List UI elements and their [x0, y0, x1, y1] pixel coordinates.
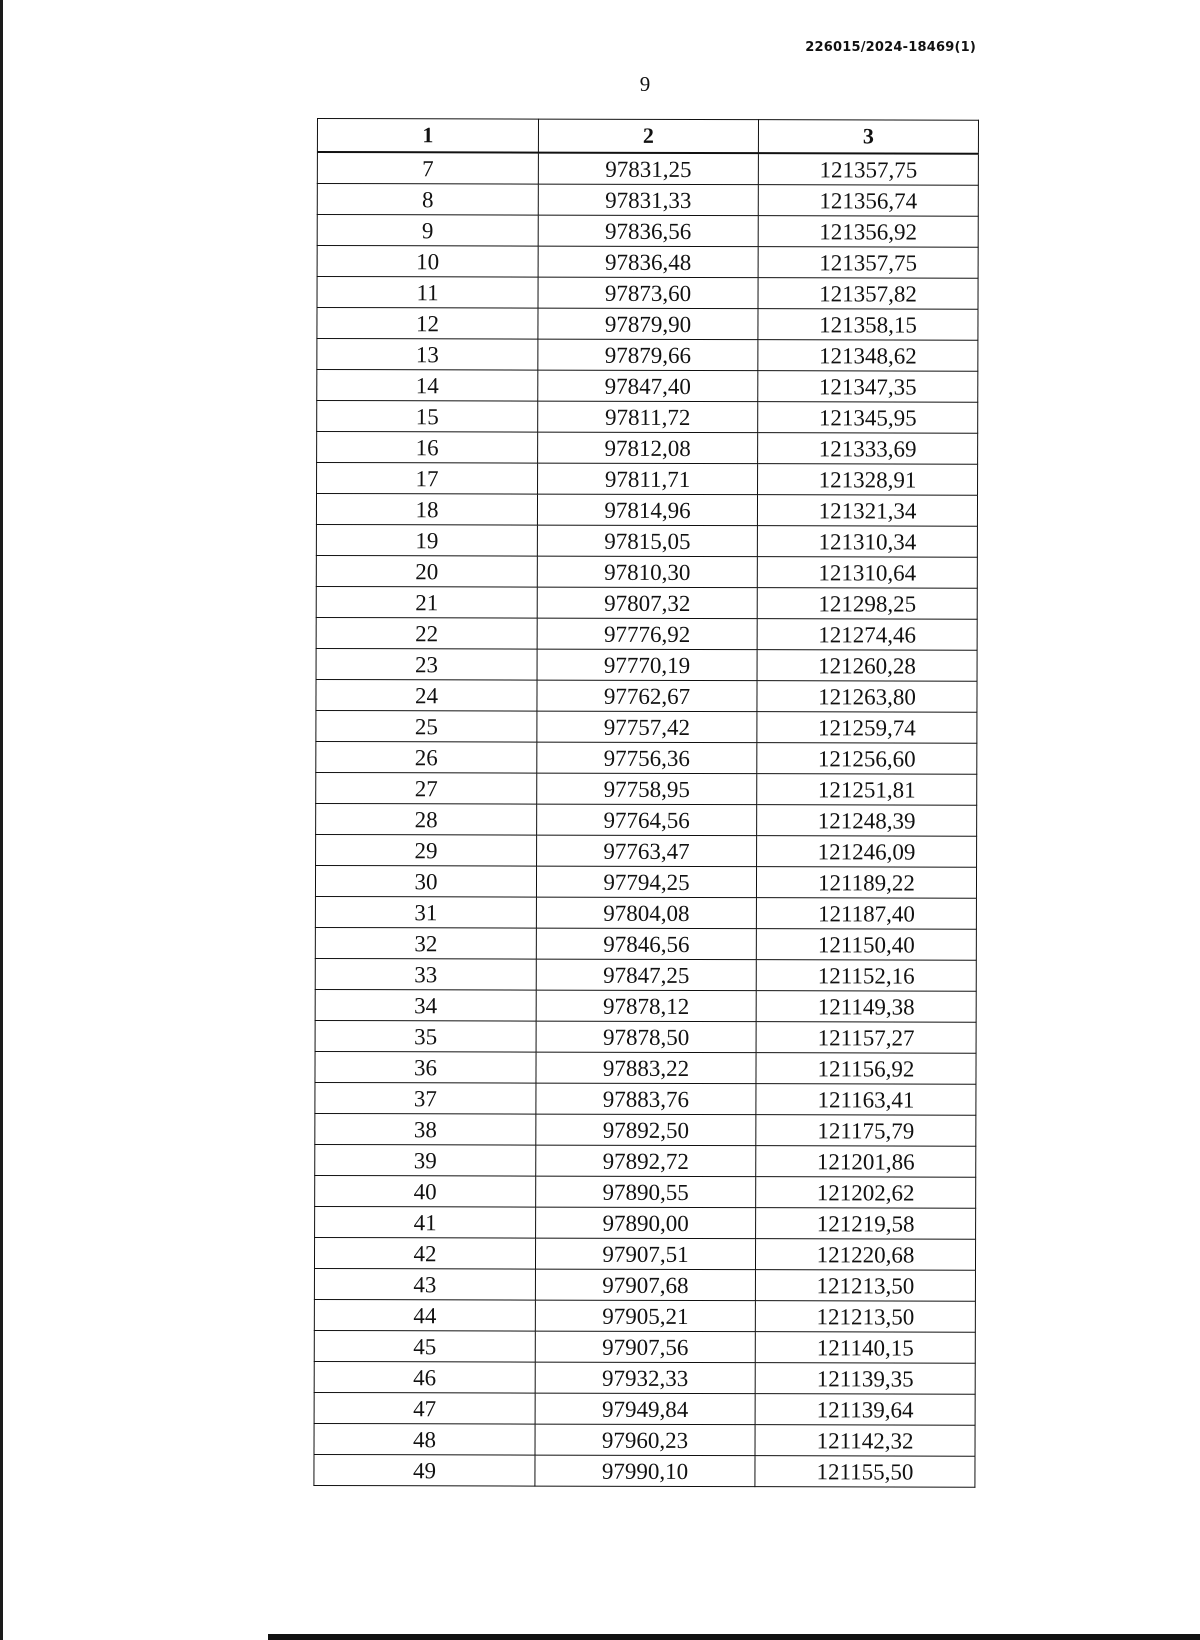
y-coordinate-cell: 121310,34: [757, 526, 977, 558]
x-coordinate-cell: 97814,96: [537, 494, 757, 526]
column-header-1: 1: [317, 119, 538, 153]
point-number-cell: 31: [315, 896, 536, 928]
x-coordinate-cell: 97756,36: [537, 742, 757, 774]
x-coordinate-cell: 97878,50: [536, 1021, 756, 1053]
point-number-cell: 16: [317, 432, 538, 464]
x-coordinate-cell: 97892,72: [536, 1145, 756, 1177]
y-coordinate-cell: 121348,62: [758, 340, 978, 372]
point-number-cell: 37: [315, 1082, 536, 1114]
point-number-cell: 41: [315, 1206, 536, 1238]
table-row: [315, 1113, 976, 1146]
y-coordinate-cell: 121157,27: [756, 1022, 976, 1054]
point-number-cell: 39: [315, 1144, 536, 1176]
y-coordinate-cell: 121142,32: [755, 1425, 975, 1457]
table-row: [316, 834, 977, 867]
x-coordinate-cell: 97815,05: [537, 525, 757, 557]
x-coordinate-cell: 97990,10: [535, 1455, 755, 1487]
point-number-cell: 15: [317, 401, 538, 433]
y-coordinate-cell: 121321,34: [757, 495, 977, 527]
y-coordinate-cell: 121333,69: [758, 433, 978, 465]
y-coordinate-cell: 121149,38: [756, 991, 976, 1023]
point-number-cell: 17: [317, 463, 538, 495]
x-coordinate-cell: 97811,72: [538, 401, 758, 433]
x-coordinate-cell: 97836,56: [538, 215, 758, 247]
table-row: [317, 339, 978, 372]
table-row: [317, 401, 978, 434]
point-number-cell: 22: [316, 617, 537, 649]
table-row: [316, 524, 977, 557]
y-coordinate-cell: 121213,50: [755, 1301, 975, 1333]
x-coordinate-cell: 97807,32: [537, 587, 757, 619]
table-row: [315, 865, 976, 898]
y-coordinate-cell: 121213,50: [755, 1270, 975, 1302]
table-row: [314, 1268, 975, 1301]
table-row: [316, 494, 977, 527]
point-number-cell: 9: [317, 215, 538, 247]
point-number-cell: 7: [317, 152, 538, 184]
table-row: [316, 803, 977, 836]
table-row: [314, 1454, 975, 1487]
point-number-cell: 11: [317, 277, 538, 309]
y-coordinate-cell: 121356,92: [758, 216, 978, 248]
table-header-row: [317, 119, 978, 154]
point-number-cell: 13: [317, 339, 538, 371]
point-number-cell: 27: [316, 772, 537, 804]
x-coordinate-cell: 97764,56: [537, 804, 757, 836]
x-coordinate-cell: 97960,23: [535, 1424, 755, 1456]
x-coordinate-cell: 97883,22: [536, 1052, 756, 1084]
y-coordinate-cell: 121139,64: [755, 1394, 975, 1426]
x-coordinate-cell: 97892,50: [536, 1114, 756, 1146]
y-coordinate-cell: 121298,25: [757, 588, 977, 620]
y-coordinate-cell: 121356,74: [758, 185, 978, 217]
table-row: [316, 679, 977, 712]
table-row: [317, 370, 978, 403]
table-body: [314, 152, 978, 1487]
table-row: [315, 989, 976, 1022]
y-coordinate-cell: 121328,91: [758, 464, 978, 496]
y-coordinate-cell: 121357,75: [758, 247, 978, 279]
x-coordinate-cell: 97879,66: [538, 339, 758, 371]
table-header: [317, 119, 978, 154]
y-coordinate-cell: 121163,41: [756, 1084, 976, 1116]
x-coordinate-cell: 97770,19: [537, 649, 757, 681]
point-number-cell: 35: [315, 1020, 536, 1052]
table-row: [314, 1299, 975, 1332]
table-row: [316, 586, 977, 619]
point-number-cell: 10: [317, 246, 538, 278]
y-coordinate-cell: 121140,15: [755, 1332, 975, 1364]
point-number-cell: 42: [314, 1237, 535, 1269]
table-row: [317, 308, 978, 341]
table-row: [314, 1423, 975, 1456]
point-number-cell: 21: [316, 586, 537, 618]
point-number-cell: 48: [314, 1423, 535, 1455]
point-number-cell: 25: [316, 710, 537, 742]
y-coordinate-cell: 121201,86: [756, 1146, 976, 1178]
x-coordinate-cell: 97831,33: [538, 184, 758, 216]
point-number-cell: 23: [316, 648, 537, 680]
x-coordinate-cell: 97763,47: [537, 835, 757, 867]
y-coordinate-cell: 121357,82: [758, 278, 978, 310]
page-number: 9: [639, 72, 651, 96]
x-coordinate-cell: 97879,90: [538, 308, 758, 340]
point-number-cell: 20: [316, 555, 537, 587]
table-row: [317, 184, 978, 217]
point-number-cell: 14: [317, 370, 538, 402]
point-number-cell: 40: [315, 1175, 536, 1207]
table-row: [315, 1020, 976, 1053]
point-number-cell: 49: [314, 1454, 535, 1486]
point-number-cell: 33: [315, 958, 536, 990]
y-coordinate-cell: 121150,40: [756, 929, 976, 961]
point-number-cell: 24: [316, 679, 537, 711]
point-number-cell: 29: [316, 834, 537, 866]
x-coordinate-cell: 97907,51: [535, 1238, 755, 1270]
table-row: [315, 1175, 976, 1208]
y-coordinate-cell: 121248,39: [757, 805, 977, 837]
y-coordinate-cell: 121274,46: [757, 619, 977, 651]
point-number-cell: 38: [315, 1113, 536, 1145]
column-header-2: 2: [538, 119, 758, 153]
x-coordinate-cell: 97762,67: [537, 680, 757, 712]
table-row: [314, 1330, 975, 1363]
table-row: [314, 1237, 975, 1270]
x-coordinate-cell: 97890,00: [536, 1207, 756, 1239]
point-number-cell: 32: [315, 927, 536, 959]
point-number-cell: 18: [316, 494, 537, 526]
x-coordinate-cell: 97907,56: [535, 1331, 755, 1363]
x-coordinate-cell: 97846,56: [536, 928, 756, 960]
table-row: [317, 152, 978, 185]
scan-left-edge: [0, 0, 3, 1640]
point-number-cell: 28: [316, 803, 537, 835]
y-coordinate-cell: 121189,22: [756, 867, 976, 899]
table-row: [317, 463, 978, 496]
table-row: [316, 772, 977, 805]
point-number-cell: 43: [314, 1268, 535, 1300]
document-reference-number: 226015/2024-18469(1): [805, 40, 976, 55]
y-coordinate-cell: 121139,35: [755, 1363, 975, 1395]
table-row: [315, 927, 976, 960]
scan-bottom-edge: [268, 1634, 1200, 1640]
y-coordinate-cell: 121187,40: [756, 898, 976, 930]
y-coordinate-cell: 121156,92: [756, 1053, 976, 1085]
point-number-cell: 19: [316, 524, 537, 556]
table-row: [317, 277, 978, 310]
column-header-3: 3: [758, 120, 978, 154]
point-number-cell: 47: [314, 1392, 535, 1424]
x-coordinate-cell: 97873,60: [538, 277, 758, 309]
x-coordinate-cell: 97932,33: [535, 1362, 755, 1394]
point-number-cell: 46: [314, 1361, 535, 1393]
x-coordinate-cell: 97847,40: [538, 370, 758, 402]
x-coordinate-cell: 97907,68: [535, 1269, 755, 1301]
x-coordinate-cell: 97890,55: [536, 1176, 756, 1208]
y-coordinate-cell: 121251,81: [757, 774, 977, 806]
y-coordinate-cell: 121310,64: [757, 557, 977, 589]
table-row: [314, 1392, 975, 1425]
y-coordinate-cell: 121220,68: [755, 1239, 975, 1271]
point-number-cell: 45: [314, 1330, 535, 1362]
y-coordinate-cell: 121155,50: [755, 1456, 975, 1488]
x-coordinate-cell: 97811,71: [538, 463, 758, 495]
x-coordinate-cell: 97776,92: [537, 618, 757, 650]
table-row: [315, 1082, 976, 1115]
x-coordinate-cell: 97905,21: [535, 1300, 755, 1332]
x-coordinate-cell: 97883,76: [536, 1083, 756, 1115]
point-number-cell: 30: [315, 865, 536, 897]
table-row: [316, 648, 977, 681]
point-number-cell: 36: [315, 1051, 536, 1083]
table-row: [315, 1051, 976, 1084]
table-row: [315, 958, 976, 991]
x-coordinate-cell: 97812,08: [538, 432, 758, 464]
x-coordinate-cell: 97757,42: [537, 711, 757, 743]
point-number-cell: 44: [314, 1299, 535, 1331]
y-coordinate-cell: 121358,15: [758, 309, 978, 341]
table-row: [316, 741, 977, 774]
table-row: [316, 617, 977, 650]
y-coordinate-cell: 121152,16: [756, 960, 976, 992]
point-number-cell: 34: [315, 989, 536, 1021]
y-coordinate-cell: 121357,75: [758, 153, 978, 185]
table-row: [315, 896, 976, 929]
y-coordinate-cell: 121259,74: [757, 712, 977, 744]
y-coordinate-cell: 121202,62: [756, 1177, 976, 1209]
table-row: [317, 432, 978, 465]
table-row: [315, 1144, 976, 1177]
x-coordinate-cell: 97758,95: [537, 773, 757, 805]
y-coordinate-cell: 121263,80: [757, 681, 977, 713]
y-coordinate-cell: 121175,79: [756, 1115, 976, 1147]
x-coordinate-cell: 97949,84: [535, 1393, 755, 1425]
table-row: [316, 555, 977, 588]
table-row: [314, 1361, 975, 1394]
x-coordinate-cell: 97878,12: [536, 990, 756, 1022]
coordinates-table: [313, 118, 979, 1488]
point-number-cell: 8: [317, 184, 538, 216]
y-coordinate-cell: 121260,28: [757, 650, 977, 682]
y-coordinate-cell: 121256,60: [757, 743, 977, 775]
table-row: [317, 246, 978, 279]
y-coordinate-cell: 121347,35: [758, 371, 978, 403]
y-coordinate-cell: 121246,09: [757, 836, 977, 868]
table-row: [316, 710, 977, 743]
point-number-cell: 12: [317, 308, 538, 340]
x-coordinate-cell: 97804,08: [536, 897, 756, 929]
x-coordinate-cell: 97847,25: [536, 959, 756, 991]
y-coordinate-cell: 121345,95: [758, 402, 978, 434]
point-number-cell: 26: [316, 741, 537, 773]
x-coordinate-cell: 97810,30: [537, 556, 757, 588]
table-row: [315, 1206, 976, 1239]
x-coordinate-cell: 97794,25: [536, 866, 756, 898]
x-coordinate-cell: 97836,48: [538, 246, 758, 278]
x-coordinate-cell: 97831,25: [538, 153, 758, 185]
y-coordinate-cell: 121219,58: [756, 1208, 976, 1240]
table-row: [317, 215, 978, 248]
